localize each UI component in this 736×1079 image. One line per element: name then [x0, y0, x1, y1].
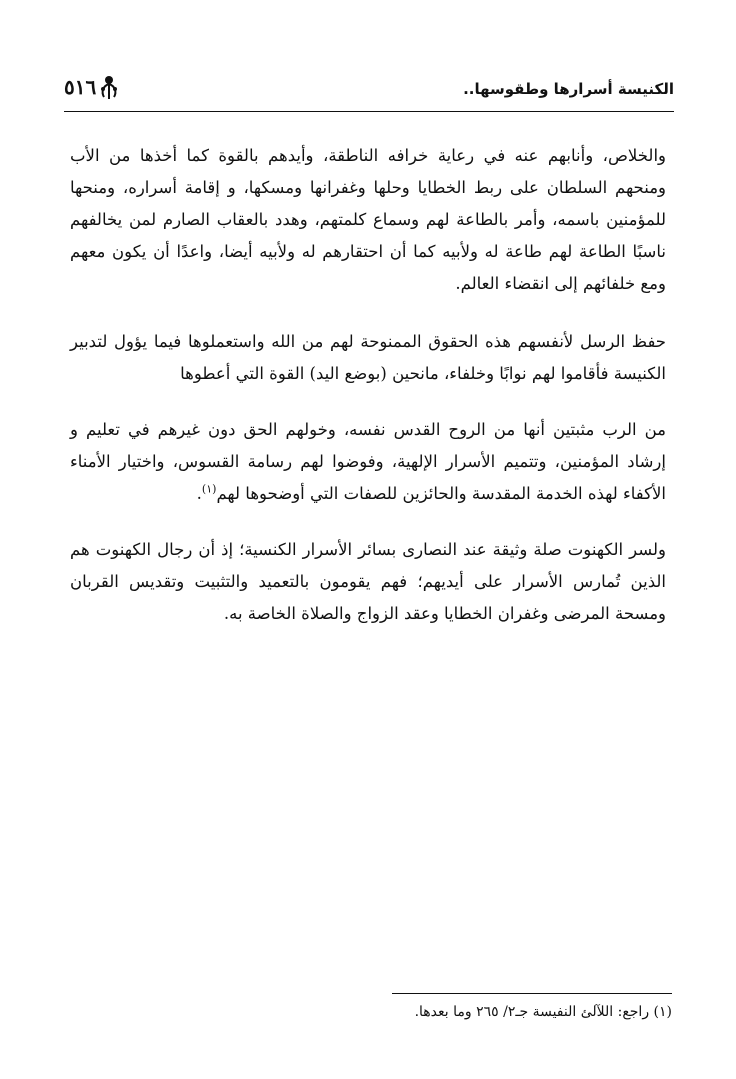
- footnote-text: (١) راجع: اللآلئ النفيسة جـ٢/ ٢٦٥ وما بعدها.: [414, 1004, 672, 1020]
- paragraph-2: حفظ الرسل لأنفسهم هذه الحقوق الممنوحة لهم من الله واستعملوها فيما يؤول لتدبير الكنيسة فأقاموا لهم نوابًا وخلفاء، مانحين (بوضع اليد) القوة التي أعطوها: [70, 332, 666, 383]
- floral-ornament-icon: [98, 74, 120, 100]
- paragraph-3-end: .: [196, 484, 202, 503]
- paragraph-1: والخلاص، وأنابهم عنه في رعاية خرافه الناطقة، وأيدهم بالقوة كما أخذها من الأب ومنحهم السلطان على ربط الخطايا وحلها وغفرانها ومسكها، و إقامة أسراره، ومنحها للمؤمنين باسمه، وأمر بالطاعة لهم وسماع كلمتهم، وهدد بالعقاب الصارم لمن يخالفهم ناسبًا الطاعة لهم طاعة له ولأبيه كما أن احتقارهم له ولأبيه أيضا، واعدًا أن يكون معهم ومع خلفائهم إلى انقضاء العالم.: [70, 146, 666, 293]
- paragraph-4: ولسر الكهنوت صلة وثيقة عند النصارى بسائر الأسرار الكنسية؛ إذ أن رجال الكهنوت هم الذين تُمارس الأسرار على أيديهم؛ فهم يقومون بالتعميد والتثبيت وتقديس القربان ومسحة المرضى وغفران الخطايا وعقد الزواج والصلاة الخاصة به.: [70, 540, 666, 623]
- footnote-divider: [392, 993, 672, 994]
- paragraph-3: [70, 414, 666, 510]
- page-number-block: [64, 74, 120, 100]
- page-number: ٥١٦: [64, 75, 97, 99]
- header-divider: [64, 111, 674, 112]
- running-header-title: الكنيسة أسرارها وطقوسها..: [463, 80, 674, 98]
- footnote-reference[interactable]: (١): [201, 482, 217, 496]
- paragraph-3-text: من الرب مثبتين أنها من الروح القدس نفسه، وخولهم الحق دون غيرهم في تعليم و إرشاد المؤمنين، وتتميم الأسرار الإلهية، وفوضوا لهم رسامة القسوس، واختيار الأمناء الأكفاء لهذه الخدمة المقدسة والحائزين للصفات التي أوضحوها لهم: [70, 420, 666, 503]
- main-text: [70, 140, 666, 654]
- page-header: [64, 74, 674, 108]
